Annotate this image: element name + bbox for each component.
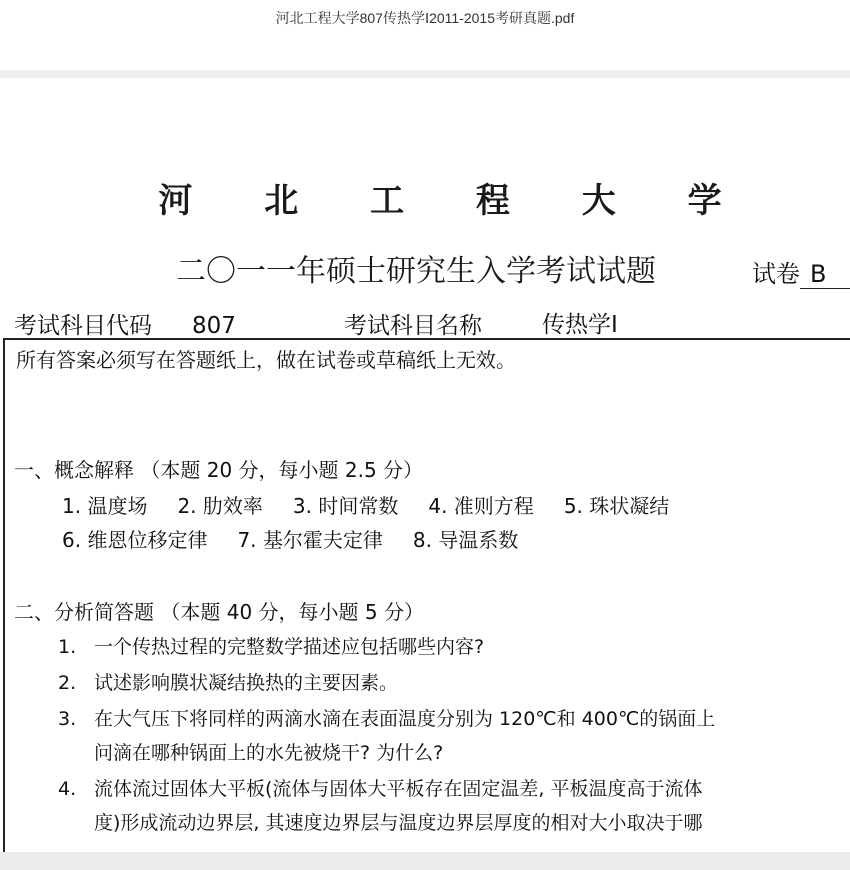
- pdf-page[interactable]: [0, 78, 850, 852]
- paper-type-label: 试卷: [752, 260, 800, 288]
- university-title: 河 北 工 程 大 学: [158, 181, 752, 221]
- subject-code-label: 考试科目代码: [14, 313, 152, 339]
- viewer-header: [0, 0, 850, 70]
- term-item: 7. 基尔霍夫定律: [237, 528, 383, 552]
- section-1-row-2: [62, 524, 548, 553]
- question-text: 试述影响膜状凝结换热的主要因素。: [94, 672, 399, 694]
- paper-type-value: B: [800, 260, 850, 289]
- question-number: 2.: [58, 672, 77, 694]
- term-item: 4. 准则方程: [428, 494, 534, 518]
- page-separator-top: [0, 70, 850, 78]
- question-1: [58, 632, 484, 659]
- term-item: 3. 时间常数: [292, 494, 399, 518]
- question-text: 一个传热过程的完整数学描述应包括哪些内容?: [94, 636, 485, 658]
- term-item: 6. 维恩位移定律: [62, 528, 208, 552]
- notice-text: 所有答案必须写在答题纸上，做在试卷或草稿纸上无效。: [16, 348, 516, 372]
- question-2: [58, 668, 398, 695]
- subject-name-value: 传热学Ⅰ: [482, 306, 802, 340]
- file-title: 河北工程大学807传热学Ⅰ2011-2015考研真题.pdf: [275, 10, 575, 26]
- section-1-title: 一、概念解释 （本题 20 分，每小题 2.5 分）: [14, 458, 424, 482]
- question-4-continued: 度)形成流动边界层, 其速度边界层与温度边界层厚度的相对大小取决于哪: [94, 812, 703, 834]
- subject-name-label: 考试科目名称: [344, 313, 482, 339]
- section-1-row-1: [62, 490, 699, 519]
- question-3-continued: 问滴在哪种锅面上的水先被烧干? 为什么?: [94, 742, 444, 764]
- term-item: 1. 温度场: [62, 494, 148, 518]
- question-3: [58, 704, 715, 731]
- term-item: 2. 肋效率: [177, 494, 263, 518]
- subject-code-value: 807: [152, 313, 330, 340]
- question-4: [58, 774, 703, 801]
- subject-line: [14, 306, 802, 340]
- page-separator-bottom: [0, 852, 850, 870]
- question-text: 流体流过固体大平板(流体与固体大平板存在固定温差, 平板温度高于流体: [94, 778, 703, 800]
- question-number: 1.: [58, 636, 77, 658]
- paper-type: [752, 254, 850, 289]
- question-text: 在大气压下将同样的两滴水滴在表面温度分别为 120℃和 400℃的锅面上: [94, 708, 716, 730]
- question-number: 4.: [58, 778, 77, 800]
- question-number: 3.: [58, 708, 77, 730]
- term-item: 5. 珠状凝结: [563, 494, 670, 518]
- term-item: 8. 导温系数: [412, 528, 519, 552]
- section-2-title: 二、分析简答题 （本题 40 分，每小题 5 分）: [14, 600, 424, 624]
- exam-title: 二〇一一年硕士研究生入学考试试题: [176, 254, 656, 289]
